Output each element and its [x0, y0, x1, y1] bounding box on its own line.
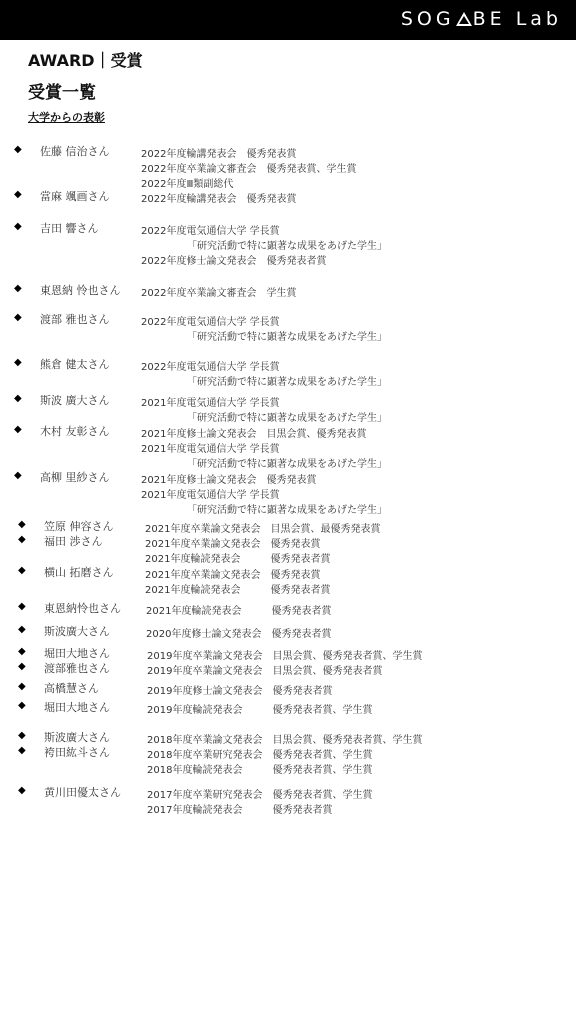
award-line: 2021年度輪読発表会 優秀発表者賞 [145, 585, 331, 596]
awardee-name: 袴田紘斗さん [44, 746, 110, 759]
award-line: 2022年度卒業論文審査会 優秀発表賞、学生賞 [141, 164, 357, 175]
bullet-diamond-icon: ◆ [14, 221, 22, 232]
bullet-diamond-icon: ◆ [18, 730, 26, 741]
award-line: 2021年度卒業論文発表会 目黒会賞、最優秀発表賞 [145, 524, 381, 535]
bullet-diamond-icon: ◆ [14, 357, 22, 368]
award-line: 2022年度修士論文発表会 優秀発表者賞 [141, 256, 327, 267]
award-line: 2018年度輪読発表会 優秀発表者賞、学生賞 [147, 765, 373, 776]
logo-text-part2: BE Lab [472, 8, 562, 30]
awardee-name: 渡部 雅也さん [40, 313, 110, 326]
award-line: 2021年度輪読発表会 優秀発表者賞 [145, 554, 331, 565]
award-line: 2018年度卒業研究発表会 優秀発表者賞、学生賞 [147, 750, 373, 761]
awardee-name: 東恩納 怜也さん [40, 284, 121, 297]
award-line: 2018年度卒業論文発表会 目黒会賞、優秀発表者賞、学生賞 [147, 735, 423, 746]
awardee-name: 斯波 廣大さん [40, 394, 110, 407]
award-line: 2020年度修士論文発表会 優秀発表者賞 [146, 629, 332, 640]
award-line: 2019年度卒業論文発表会 目黒会賞、優秀発表者賞 [147, 666, 383, 677]
award-line: 2019年度輪読発表会 優秀発表者賞、学生賞 [147, 705, 373, 716]
award-line: 「研究活動で特に顕著な成果をあげた学生」 [187, 241, 387, 252]
bullet-diamond-icon: ◆ [18, 534, 26, 545]
awardee-name: 堀田大地さん [44, 701, 110, 714]
awardee-name: 高柳 里紗さん [40, 471, 110, 484]
award-line: 「研究活動で特に顕著な成果をあげた学生」 [187, 505, 387, 516]
award-line: 2021年度卒業論文発表会 優秀発表賞 [145, 539, 321, 550]
awardee-name: 福田 渉さん [44, 535, 103, 548]
award-line: 2022年度輪講発表会 優秀発表賞 [141, 194, 297, 205]
award-line: 2021年度電気通信大学 学長賞 [141, 490, 280, 501]
bullet-diamond-icon: ◆ [14, 424, 22, 435]
triangle-a-icon [456, 12, 472, 26]
award-line: 2022年度Ⅲ類副総代 [141, 179, 234, 190]
awardee-name: 熊倉 健太さん [40, 358, 110, 371]
bullet-diamond-icon: ◆ [18, 624, 26, 635]
page-title: AWARD｜受賞 [28, 51, 143, 70]
awardee-name: 横山 拓磨さん [44, 566, 114, 579]
award-line: 2022年度電気通信大学 学長賞 [141, 317, 280, 328]
awardee-name: 高橋慧さん [44, 682, 99, 695]
bullet-diamond-icon: ◆ [18, 681, 26, 692]
awardee-name: 當麻 颯画さん [40, 190, 110, 203]
bullet-diamond-icon: ◆ [18, 700, 26, 711]
awardee-name: 渡部雅也さん [44, 662, 110, 675]
header-bar [0, 0, 576, 40]
section-title: 受賞一覧 [28, 83, 96, 103]
site-logo[interactable] [401, 8, 562, 30]
award-line: 2019年度修士論文発表会 優秀発表者賞 [147, 686, 333, 697]
awardee-name: 黄川田優太さん [44, 786, 121, 799]
award-line: 2017年度卒業研究発表会 優秀発表者賞、学生賞 [147, 790, 373, 801]
award-line: 2021年度修士論文発表会 目黒会賞、優秀発表賞 [141, 429, 367, 440]
award-line: 2022年度輪講発表会 優秀発表賞 [141, 149, 297, 160]
awardee-name: 笠原 伸容さん [44, 520, 114, 533]
award-line: 「研究活動で特に顕著な成果をあげた学生」 [187, 413, 387, 424]
bullet-diamond-icon: ◆ [18, 601, 26, 612]
awardee-name: 佐藤 信治さん [40, 145, 110, 158]
logo-text-part1: SOG [400, 8, 455, 30]
award-line: 2017年度輪読発表会 優秀発表者賞 [147, 805, 333, 816]
bullet-diamond-icon: ◆ [18, 785, 26, 796]
awardee-name: 斯波廣大さん [44, 625, 110, 638]
award-line: 2021年度電気通信大学 学長賞 [141, 398, 280, 409]
award-line: 2021年度卒業論文発表会 優秀発表賞 [145, 570, 321, 581]
bullet-diamond-icon: ◆ [14, 470, 22, 481]
awardee-name: 吉田 響さん [40, 222, 99, 235]
bullet-diamond-icon: ◆ [18, 646, 26, 657]
bullet-diamond-icon: ◆ [18, 565, 26, 576]
award-line: 2021年度修士論文発表会 優秀発表賞 [141, 475, 317, 486]
bullet-diamond-icon: ◆ [18, 745, 26, 756]
bullet-diamond-icon: ◆ [14, 144, 22, 155]
award-line: 2021年度輪読発表会 優秀発表者賞 [146, 606, 332, 617]
bullet-diamond-icon: ◆ [14, 189, 22, 200]
awardee-name: 木村 友彰さん [40, 425, 110, 438]
award-line: 2022年度電気通信大学 学長賞 [141, 362, 280, 373]
awardee-name: 斯波廣大さん [44, 731, 110, 744]
award-line: 2021年度電気通信大学 学長賞 [141, 444, 280, 455]
awardee-name: 東恩納怜也さん [44, 602, 121, 615]
award-line: 「研究活動で特に顕著な成果をあげた学生」 [187, 459, 387, 470]
bullet-diamond-icon: ◆ [18, 519, 26, 530]
award-line: 2019年度卒業論文発表会 目黒会賞、優秀発表者賞、学生賞 [147, 651, 423, 662]
bullet-diamond-icon: ◆ [14, 393, 22, 404]
award-line: 「研究活動で特に顕著な成果をあげた学生」 [187, 377, 387, 388]
bullet-diamond-icon: ◆ [14, 312, 22, 323]
bullet-diamond-icon: ◆ [14, 283, 22, 294]
award-line: 2022年度電気通信大学 学長賞 [141, 226, 280, 237]
award-line: 2022年度卒業論文審査会 学生賞 [141, 288, 297, 299]
bullet-diamond-icon: ◆ [18, 661, 26, 672]
award-line: 「研究活動で特に顕著な成果をあげた学生」 [187, 332, 387, 343]
subsection-title: 大学からの表彰 [28, 111, 105, 124]
awardee-name: 堀田大地さん [44, 647, 110, 660]
